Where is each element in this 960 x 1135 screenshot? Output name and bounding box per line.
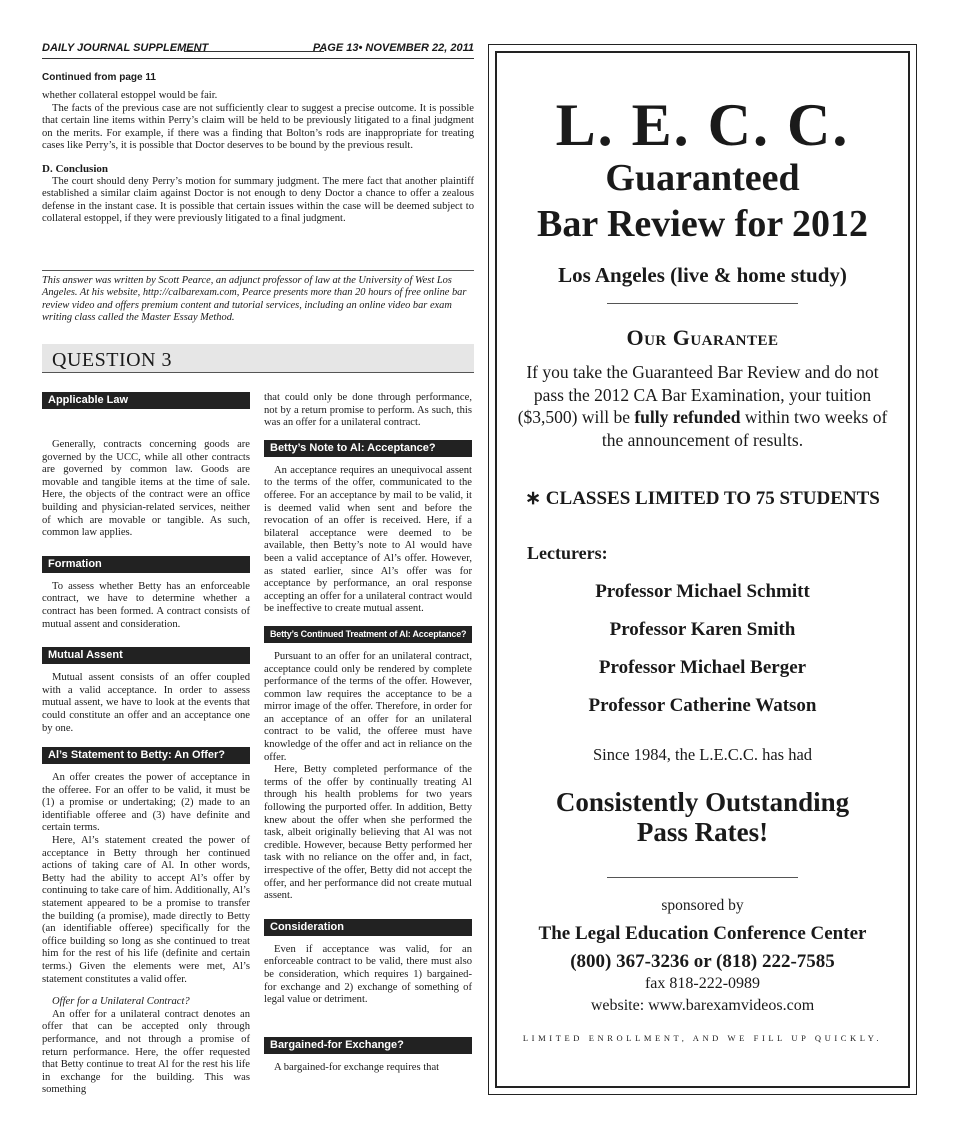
section-heading: Applicable Law — [42, 392, 250, 409]
ad-bar-review: Bar Review for 2012 — [536, 203, 869, 245]
page-date: PAGE 13• NOVEMBER 22, 2011 — [312, 42, 474, 54]
paragraph: An offer creates the power of acceptance in the offeree. For an offer to be valid, it must be (1) a promise or undertaking; (2) made to an identifiable offeree and (3) have definite and certain terms. — [42, 772, 250, 834]
page-header — [42, 42, 474, 58]
subheading: Offer for a Unilateral Contract? — [52, 996, 190, 1008]
ad-title: L. E. C. C. — [555, 92, 850, 158]
pass-rates-line1: Consistently Outstanding — [555, 787, 850, 817]
ad-border — [495, 51, 910, 1088]
limited-enrollment: LIMITED ENROLLMENT, AND WE FILL UP QUICKLY. — [522, 1033, 883, 1043]
paragraph: To assess whether Betty has an enforceable contract, we have to determine whether a contract has been formed. A contract consists of mutual assent and consideration. — [42, 580, 250, 630]
section-heading: Bargained-for Exchange? — [264, 1037, 472, 1054]
paragraph: An offer for a unilateral contract denotes an offer that can be accepted only through performance, and not through a promise of return performance. Here, the offer requested that Betty continue to treat Al for the rest his life in exchange for the building. This was something — [42, 1008, 250, 1096]
classes-limited: ∗ CLASSES LIMITED TO 75 STUDENTS — [525, 488, 880, 509]
sponsor-name: The Legal Education Conference Center — [538, 923, 867, 944]
paragraph: Even if acceptance was valid, for an enforceable contract to be valid, there must also be consideration, which requires 1) bargained-for exchange and 2) exchange of something of legal value or detriment. — [264, 943, 472, 1006]
question-title: QUESTION 3 — [52, 349, 172, 371]
pass-rates-line2: Pass Rates! — [636, 817, 769, 847]
website: website: www.barexamvideos.com — [590, 997, 815, 1014]
question-banner — [42, 344, 474, 373]
paragraph: Generally, contracts concerning goods are governed by the UCC, while all other contracts are governed by common law. Goods are movable and tangible items at the time of sale. Here, the objects of the contract were an office building and physician-related services, neither of which are movable or tangible. As such, common law applies. — [42, 439, 250, 539]
paragraph: that could only be done through performance, not by a return promise to perform. As such, this was an offer for a unilateral contract. — [264, 392, 472, 429]
paragraph: An acceptance requires an unequivocal assent to the terms of the offer, communicated to the offeree. For an acceptance by mail to be valid, it is deemed valid when sent and before the revocation of an offer is received. Here, if a bilateral acceptance were deemed to be available, then Betty’s note to Al would have been a valid acceptance of Al’s offer. However, as stated earlier, since Al’s offer was for acceptance by performance, an oral response accepting an offer for a unilateral contract would be ineffective to create mutual assent. — [264, 464, 472, 615]
continued-note: Continued from page 11 — [42, 72, 156, 83]
lecturer: Professor Karen Smith — [609, 619, 796, 640]
ad-location: Los Angeles (live & home study) — [558, 263, 847, 287]
paragraph: whether collateral estoppel would be fair. — [42, 90, 218, 101]
section-heading: Betty’s Continued Treatment of Al: Acceptance? — [264, 626, 472, 643]
paragraph: Pursuant to an offer for an unilateral contract, acceptance could only be rendered by complete performance of the terms of the offer. However, common law requires the acceptance to be a mirror image of the offer. Therefore, in order for an acceptance of an offer for an unilateral contract to be valid, the offeree must have knowledge of the offer and act in reliance on the offer. — [264, 650, 472, 763]
paragraph: Here, Al’s statement created the power of acceptance in Betty through her continued actions of taking care of Al. In other words, Betty had the ability to accept Al’s offer by continuing to take care of him. Additionally, Al’s statement appeared to be a promise to transfer the building (a promise), made directly to Betty (an identifiable offeree) specifically for the office building so long as she continued to treat him for the rest of his life (definite and certain terms.) Given the elements were met, Al’s statement constitutes a valid offer. — [42, 835, 250, 985]
paragraph: Here, Betty completed performance of the terms of the offer by continually treating Al through his health problems for two years following the purported offer. In addition, Betty knew about the offer when she performed the task, albeit originally believing that Al was not credible. However, because Betty performed her task with no reliance on the offer and, in fact, irrespective of the offer, Betty did not accept the offer, and her performance did not create mutual assent. — [264, 764, 472, 902]
lecturers-heading: Lecturers: — [527, 543, 608, 563]
ad-guaranteed: Guaranteed — [605, 157, 800, 199]
paragraph: The facts of the previous case are not sufficiently clear to suggest a precise outcome. It is possible that certain line items within Perry’s claim will be held to be previously litigated to a final judgment on the merits. For example, if there was a finding that Bolton’s rods are inappropriate for treating cases like Perry’s, it is possible that Doctor deserves to be bound by the previous result. — [42, 102, 474, 152]
lecturer: Professor Michael Berger — [598, 657, 807, 678]
conclusion-heading: D. Conclusion — [42, 162, 109, 175]
guarantee-text — [517, 361, 888, 451]
left-column — [42, 392, 250, 1097]
guarantee-heading: Our Guarantee — [626, 325, 779, 350]
lecc-advertisement — [488, 44, 917, 1095]
guarantee-text-b: within two weeks of the announcement of results. — [601, 407, 888, 450]
header-rule — [184, 51, 324, 52]
header-underline — [42, 58, 474, 59]
section-heading: Mutual Assent — [42, 647, 250, 664]
paragraph: The court should deny Perry’s motion for summary judgment. The mere fact that another plaintiff established a similar claim against Doctor is not enough to deny Doctor a chance to offer a zealous defense in the instant case. It is possible that certain issues within the case will be deemed subject to collateral estoppel, if they were previously litigated to a final judgment. — [42, 175, 474, 225]
section-heading: Formation — [42, 556, 250, 573]
guarantee-text-a: If you take the Guaranteed Bar Review and do not pass the 2012 CA Bar Examination, your tuition ($3,500) will be — [517, 362, 879, 427]
fax-number: fax 818-222-0989 — [644, 975, 761, 992]
pass-rates-headline — [497, 787, 908, 847]
since-1984: Since 1984, the L.E.C.C. has had — [592, 745, 813, 764]
publication-name: DAILY JOURNAL SUPPLEMENT — [42, 42, 209, 54]
ad-divider — [607, 303, 798, 304]
paragraph: A bargained-for exchange requires that — [274, 1061, 440, 1073]
right-column — [264, 392, 472, 1074]
phone-numbers: (800) 367-3236 or (818) 222-7585 — [570, 951, 835, 972]
author-bio: This answer was written by Scott Pearce, an adjunct professor of law at the University of West Los Angeles. At his website, http://calbarexam.com, Pearce presents more than 20 hours of free online bar review video and offers premium content and tutorial services, including an online video bar exam writing class called the Master Essay Method. — [42, 270, 474, 325]
section-heading: Al’s Statement to Betty: An Offer? — [42, 747, 250, 764]
section-heading: Consideration — [264, 919, 472, 936]
sponsored-by: sponsored by — [661, 897, 744, 914]
guarantee-text-bold: fully refunded — [634, 407, 741, 427]
section-heading: Betty’s Note to Al: Acceptance? — [264, 440, 472, 457]
ad-divider — [607, 877, 798, 878]
previous-answer-end — [42, 90, 474, 226]
paragraph: Mutual assent consists of an offer coupled with a valid acceptance. In order to assess mutual assent, we have to look at the events that could constitute an offer and an acceptance one by one. — [42, 672, 250, 734]
lecturer: Professor Michael Schmitt — [595, 581, 810, 602]
lecturer: Professor Catherine Watson — [588, 695, 817, 716]
